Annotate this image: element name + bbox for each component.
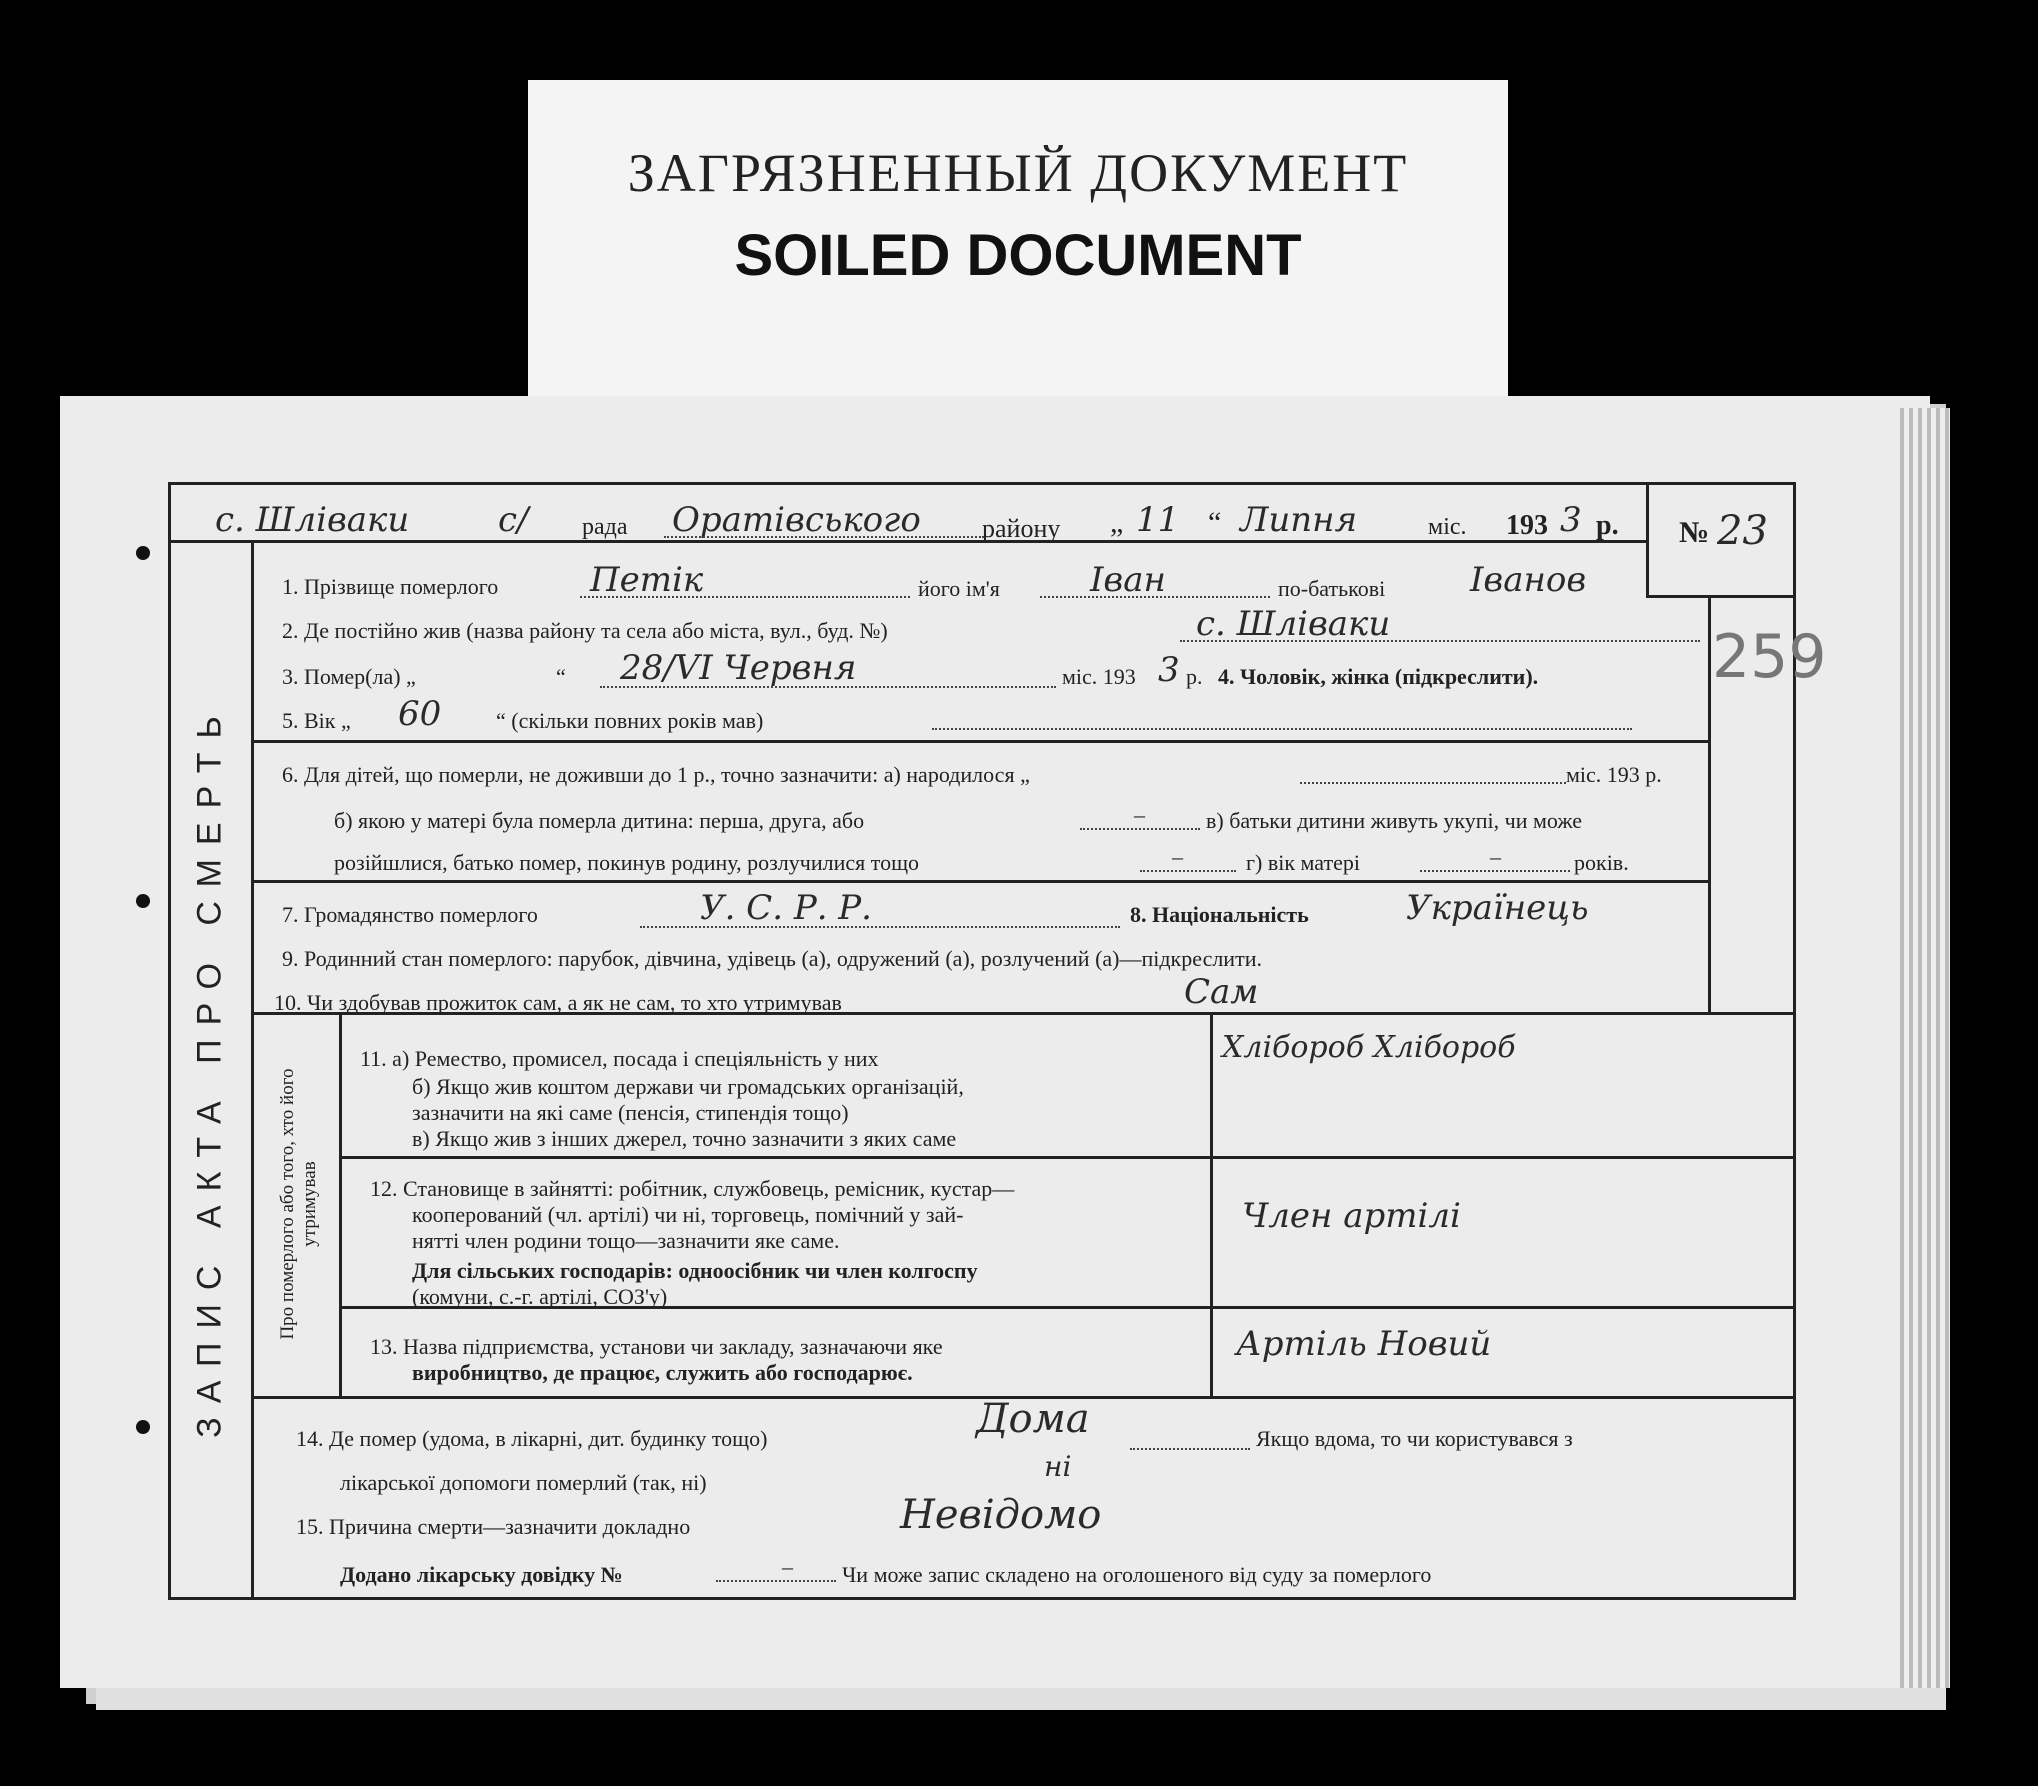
field-6-line-1-end: міс. 193 р.: [1566, 762, 1662, 787]
place-of-death-handwriting: Дома: [976, 1396, 1090, 1442]
field-3-quote: “: [556, 664, 566, 689]
raionu-label: району: [982, 514, 1061, 543]
district-handwriting: Оратівського: [672, 500, 921, 540]
punch-hole: [136, 894, 150, 908]
medical-certificate-handwriting: –: [782, 1554, 793, 1579]
vertical-form-title: [168, 540, 254, 1600]
citizenship-dotted-line: [640, 926, 1120, 928]
field-14-line-2: лікарської допомоги померлий (так, ні): [340, 1470, 707, 1495]
soiled-label-russian: ЗАГРЯЗНЕННЫЙ ДОКУМЕНТ: [627, 143, 1409, 203]
nationality-handwriting: Українець: [1406, 888, 1589, 928]
section-divider: [254, 740, 1710, 743]
field-8-label: 8. Національність: [1130, 902, 1309, 927]
field-11-b2: зазначити на які саме (пенсія, стипендія тощо): [412, 1100, 849, 1125]
field-11-c: в) Якщо жив з інших джерел, точно зазначити з яких саме: [412, 1126, 957, 1151]
field-6-line-1: 6. Для дітей, що померли, не доживши до 1 р., точно зазначити: а) народилося „: [282, 762, 1030, 787]
month-handwriting: Липня: [1240, 500, 1358, 540]
death-date-handwriting: 28/VI Червня: [620, 648, 857, 688]
field-12-a: 12. Становище в зайнятті: робітник, службовець, ремісник, кустар—: [370, 1176, 1015, 1201]
first-name-dotted-line: [1040, 596, 1270, 598]
quote-close: “: [1208, 506, 1222, 539]
parents-dash: –: [1172, 844, 1183, 869]
mother-age-dash: –: [1490, 844, 1501, 869]
header-divider: [168, 540, 1648, 543]
year-suffix: р.: [1596, 510, 1619, 541]
field-11-a: 11. а) Ремество, промисел, посада і спеціяльність у них: [360, 1046, 879, 1071]
soiled-document-label: [528, 80, 1508, 400]
record-number-handwriting: 23: [1717, 508, 1768, 554]
workplace-handwriting: Артіль Новий: [1236, 1324, 1492, 1364]
field-12-b: кооперований (чл. артілі) чи ні, торговець, помічний у зай-: [412, 1202, 964, 1227]
answer-column-divider: [1210, 1012, 1213, 1396]
quote-open: „: [1110, 506, 1124, 539]
field-5-description: “ (скільки повних років мав): [496, 708, 764, 733]
vertical-title-text: ЗАПИС АКТА ПРО СМЕРТЬ: [190, 702, 228, 1438]
field-15-label: 15. Причина смерти—зазначити докладно: [296, 1514, 691, 1539]
age-handwriting: 60: [398, 694, 442, 734]
medical-certificate-dotted-line: [716, 1580, 836, 1582]
soiled-label-english: SOILED DOCUMENT: [734, 223, 1302, 288]
field-6-line-3: розійшлися, батько помер, покинув родину, розлучилися тощо: [334, 850, 920, 875]
cause-of-death-handwriting: Невідомо: [900, 1492, 1102, 1538]
pencil-annotation: 259: [1712, 622, 1827, 692]
medical-certificate-label: Додано лікарську довідку №: [340, 1562, 623, 1587]
field-7-label: 7. Громадянство померлого: [282, 902, 538, 927]
field-11-b: б) Якщо жив коштом держави чи громадських організацій,: [412, 1074, 964, 1099]
field-13-b: виробництво, де працює, служить або господарює.: [412, 1360, 913, 1385]
field-6-line-3-end: років.: [1574, 850, 1629, 875]
surname-dotted-line: [580, 596, 910, 598]
field-6-line-2: б) якою у матері була померла дитина: перша, друга, або: [334, 808, 865, 833]
field-6-line-2-end: в) батьки дитини живуть укупі, чи може: [1206, 808, 1583, 833]
field-12-c: нятті член родини тощо—зазначити яке саме.: [412, 1228, 840, 1253]
rada-label: рада: [582, 514, 628, 540]
death-year-handwriting: 3: [1158, 650, 1180, 690]
subsection-divider: [342, 1156, 1796, 1159]
field-12-e: (комуни, с.-г. артілі, СОЗ'у): [412, 1284, 668, 1309]
punch-hole: [136, 546, 150, 560]
parents-dotted-line: [1140, 870, 1236, 872]
field-6-line-3-mid: г) вік матері: [1246, 850, 1360, 875]
field-1-label: 1. Прізвище померлого: [282, 574, 499, 599]
first-name-handwriting: Іван: [1090, 560, 1166, 600]
child-order-dotted-line: [1080, 828, 1200, 830]
livelihood-handwriting: Сам: [1184, 972, 1259, 1012]
mis-label: міс.: [1428, 514, 1467, 540]
age-dotted-line: [932, 728, 1632, 730]
field-10-label: 10. Чи здобував прожиток сам, а як не сам, то хто утримував: [274, 990, 842, 1015]
right-column-divider: [1708, 598, 1711, 1014]
patronymic-label: по-батькові: [1278, 576, 1386, 601]
residence-handwriting: с. Шліваки: [1196, 604, 1391, 644]
field-14-continued: Якщо вдома, то чи користувався з: [1256, 1426, 1573, 1451]
surname-handwriting: Петік: [590, 560, 704, 600]
village-handwriting: с. Шліваки: [215, 500, 410, 540]
child-order-dash: –: [1134, 802, 1145, 827]
day-handwriting: 11: [1136, 500, 1180, 540]
field-3-label: 3. Помер(ла) „: [282, 664, 416, 689]
field-2-label: 2. Де постійно жив (назва району та села або міста, вул., буд. №): [282, 618, 888, 643]
field-5-label: 5. Вік „: [282, 708, 351, 733]
mother-age-dotted-line: [1420, 870, 1570, 872]
occupation-handwriting: Хлібороб Хлібороб: [1222, 1030, 1516, 1065]
court-declaration-label: Чи може запис складено на оголошеного від суду за померлого: [842, 1562, 1432, 1587]
occupation-group-label: Про померлого або того, хто його утримував: [276, 1068, 320, 1340]
field-4-label: 4. Чоловік, жінка (підкреслити).: [1218, 664, 1539, 689]
village-council-handwriting: с/: [498, 500, 529, 540]
medical-help-handwriting: ні: [1044, 1450, 1072, 1483]
death-date-dotted-line: [600, 686, 1056, 688]
section-divider: [254, 880, 1710, 883]
punch-hole: [136, 1420, 150, 1434]
record-number-box: [1646, 484, 1794, 598]
field-3-year-suffix: р.: [1186, 664, 1203, 689]
citizenship-handwriting: У. С. Р. Р.: [700, 888, 872, 928]
year-handwriting: 3: [1560, 500, 1582, 540]
card-stack-edge: [1900, 408, 1950, 1688]
district-dotted-line: [664, 536, 984, 538]
child-birth-dotted-line: [1300, 782, 1566, 784]
number-sign: №: [1679, 516, 1710, 549]
field-14-label: 14. Де помер (удома, в лікарні, дит. будинку тощо): [296, 1426, 768, 1451]
occupation-group-column: [258, 1012, 342, 1396]
first-name-label: його ім'я: [918, 576, 1000, 601]
field-13-a: 13. Назва підприємства, установи чи закладу, зазначаючи яке: [370, 1334, 943, 1359]
field-3-month-label: міс. 193: [1062, 664, 1136, 689]
field-12-d: Для сільських господарів: одноосібник чи член колгоспу: [412, 1258, 978, 1283]
place-of-death-dotted-line: [1130, 1448, 1250, 1450]
year-label: 193: [1506, 510, 1548, 541]
employment-status-handwriting: Член артілі: [1242, 1196, 1461, 1236]
field-9-label: 9. Родинний стан померлого: парубок, дівчина, удівець (а), одружений (а), розлучений (а)—підкреслити.: [282, 946, 1262, 971]
residence-dotted-line: [1180, 640, 1700, 642]
patronymic-handwriting: Іванов: [1470, 560, 1587, 600]
